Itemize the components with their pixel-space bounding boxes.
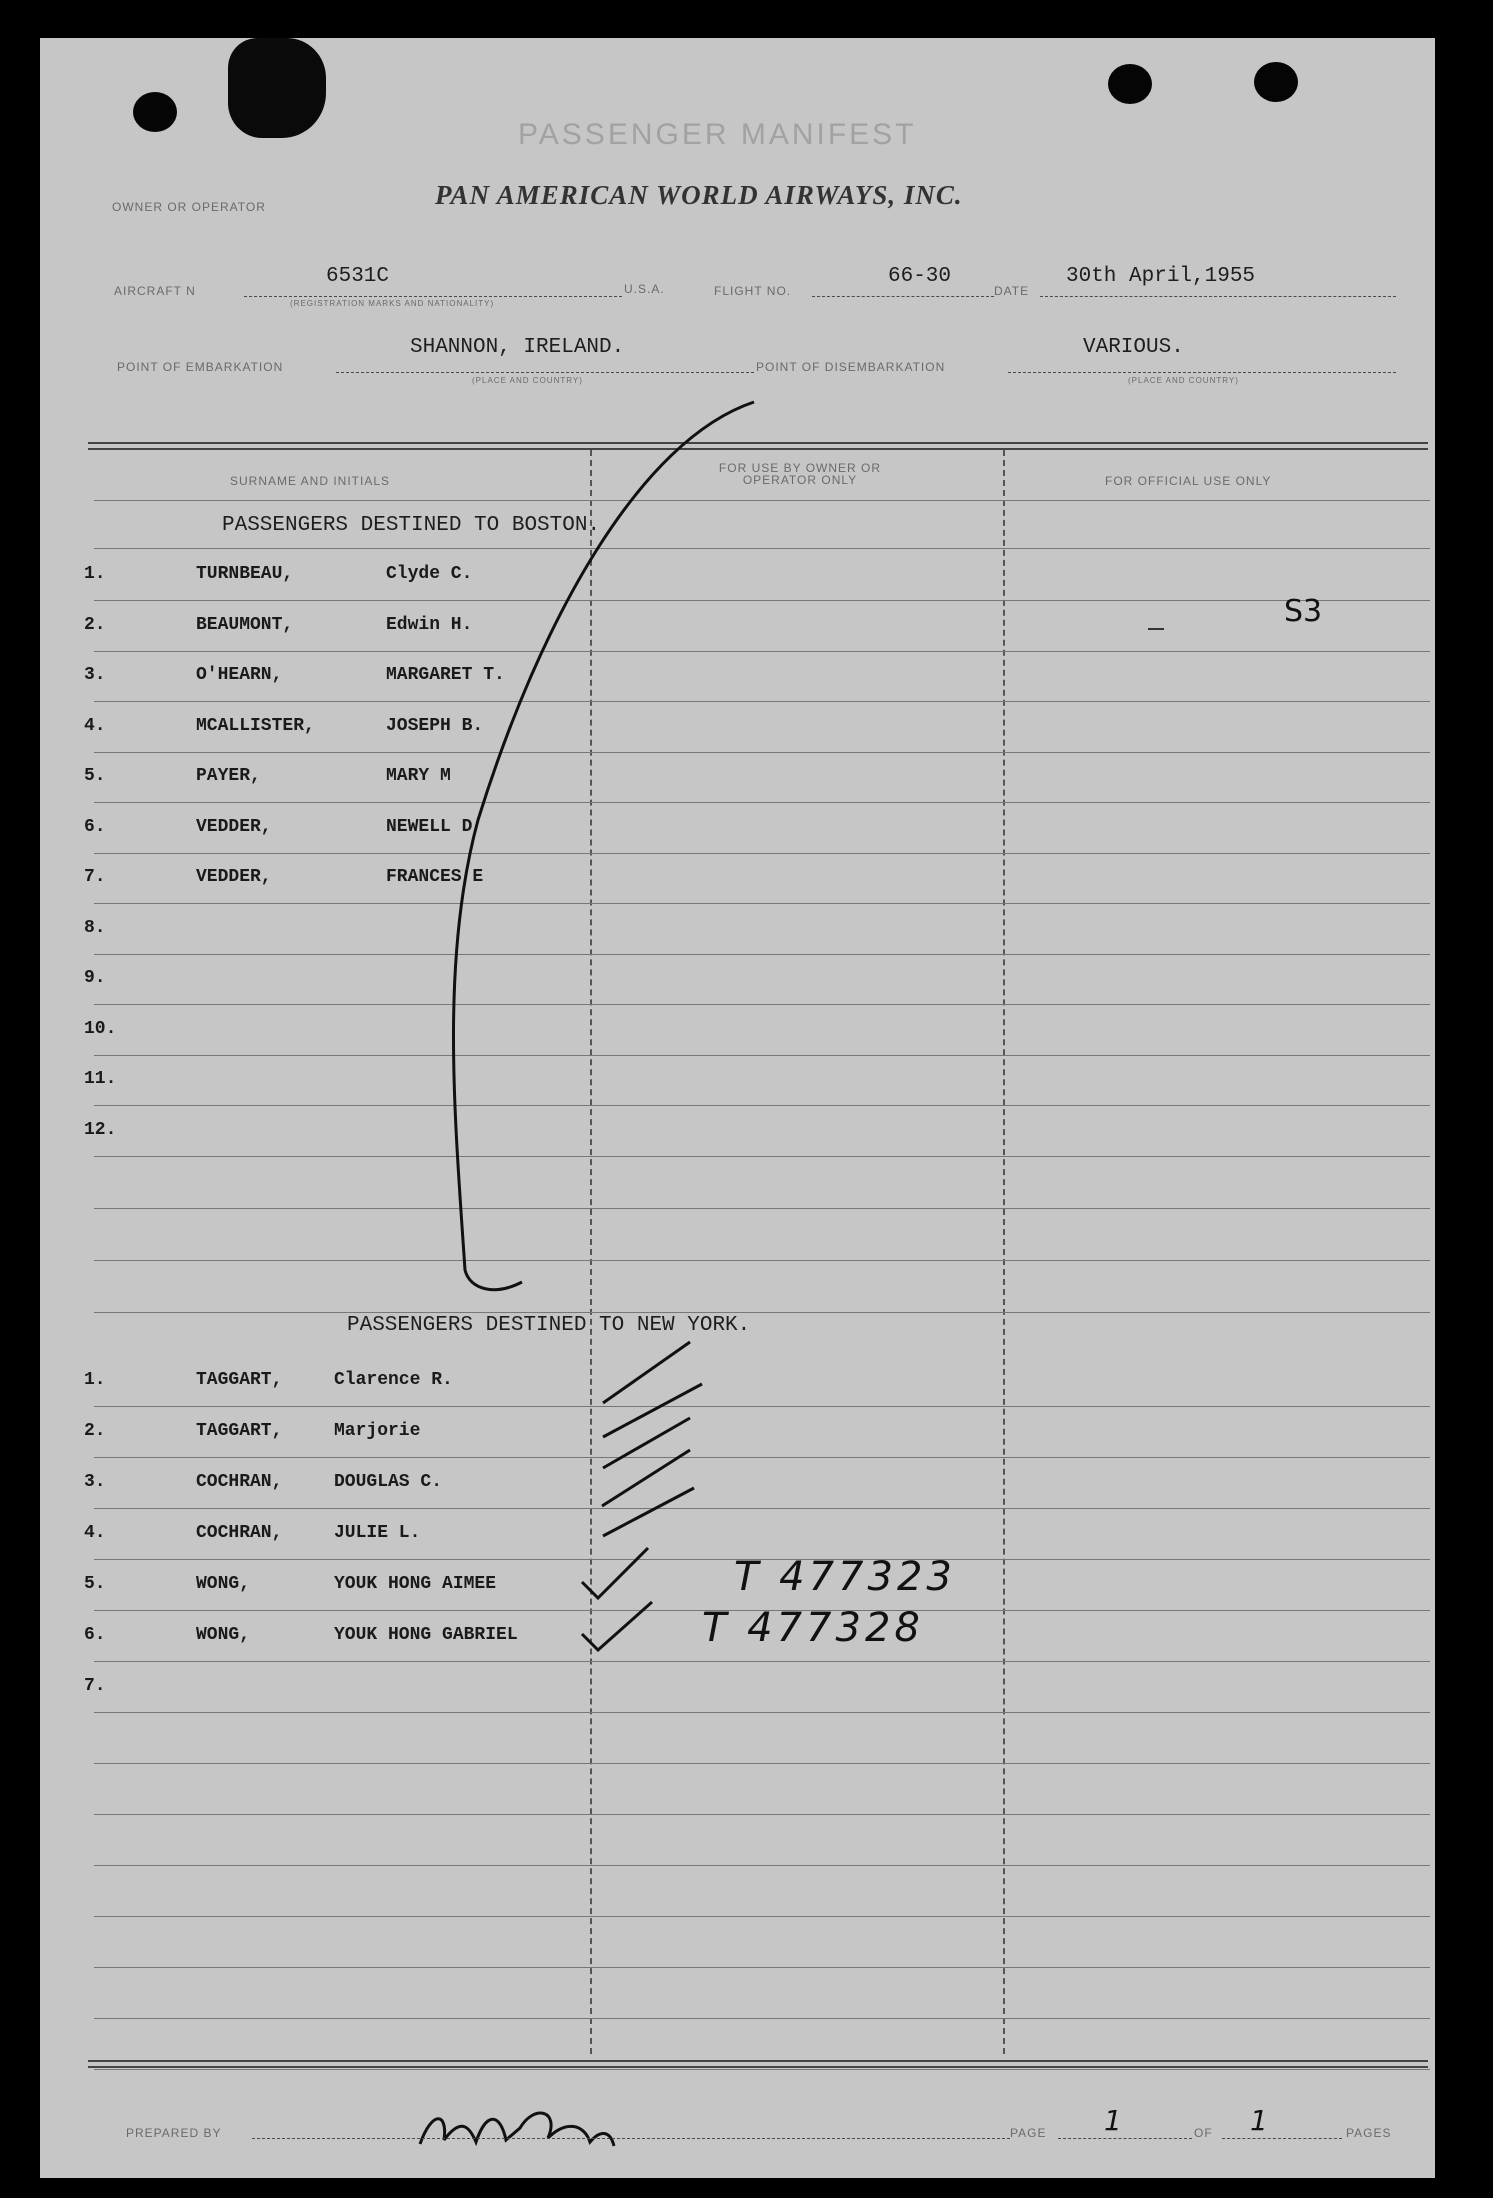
flight-number: 66-30 [888,265,952,288]
row-number: 11. [84,1069,117,1089]
embarkation-label: POINT OF EMBARKATION [117,360,284,374]
disembarkation-label: POINT OF DISEMBARKATION [756,360,946,374]
passenger-surname: BEAUMONT, [196,614,294,635]
passenger-surname: TAGGART, [196,1421,283,1441]
row-number: 5. [84,766,106,786]
row-number: 3. [84,1472,106,1492]
airline-name: PAN AMERICAN WORLD AIRWAYS, INC. [435,180,963,210]
passenger-surname: COCHRAN, [196,1523,283,1543]
row-number: 3. [84,665,106,685]
passenger-surname: TAGGART, [196,1370,283,1390]
newyork-heading: PASSENGERS DESTINED TO NEW YORK. [347,1314,751,1337]
row-number: 10. [84,1018,117,1039]
column-header-name: SURNAME AND INITIALS [230,474,391,488]
passenger-surname: WONG, [196,1625,251,1645]
column-header-official: FOR OFFICIAL USE ONLY [1105,474,1272,488]
passenger-given-name: Edwin H. [386,614,473,635]
prepared-by-label: PREPARED BY [126,2126,222,2140]
tick-marks [582,1342,702,1650]
usa-label: U.S.A. [624,282,665,296]
passenger-given-name: YOUK HONG AIMEE [334,1574,497,1594]
passenger-given-name: NEWELL D [386,816,473,837]
registration-caption: (REGISTRATION MARKS AND NATIONALITY) [290,299,495,308]
passenger-surname: TURNBEAU, [196,564,294,584]
disembark-place-caption: (PLACE AND COUNTRY) [1128,376,1239,385]
prepared-by-signature [420,2113,614,2146]
aircraft-value: 6531C [326,265,390,288]
official-mark-s3: S3 [1284,594,1323,629]
row-number: 7. [84,1676,106,1696]
passenger-given-name: FRANCES E [386,867,484,887]
passenger-given-name: MARY M [386,766,451,786]
row-number: 2. [84,1421,106,1441]
embark-place-caption: (PLACE AND COUNTRY) [472,376,583,385]
column-header-owner: FOR USE BY OWNER OR OPERATOR ONLY [718,461,882,487]
pages-label: PAGES [1346,2126,1392,2140]
bracket-stroke [453,402,754,1290]
ticket-number: T 477323 [734,1554,956,1600]
row-number: 12. [84,1119,117,1140]
passenger-surname: WONG, [196,1574,251,1594]
row-number: 6. [84,816,106,837]
row-number: 6. [84,1625,106,1645]
form-title: PASSENGER MANIFEST [518,118,917,151]
row-number: 1. [84,564,106,584]
date-value: 30th April,1955 [1066,265,1256,288]
passenger-given-name: Marjorie [334,1421,421,1441]
row-number: 5. [84,1574,106,1594]
row-number: 1. [84,1370,106,1390]
passenger-surname: MCALLISTER, [196,715,315,736]
page-label: PAGE [1010,2126,1047,2140]
of-label: OF [1194,2126,1213,2140]
aircraft-label: AIRCRAFT N [114,284,196,298]
passenger-given-name: Clyde C. [386,564,473,584]
passenger-given-name: JULIE L. [334,1523,421,1543]
owner-label: OWNER OR OPERATOR [112,200,266,214]
row-number: 8. [84,917,106,938]
passenger-surname: VEDDER, [196,816,272,837]
passenger-surname: O'HEARN, [196,665,283,685]
passenger-given-name: Clarence R. [334,1370,453,1390]
passenger-surname: COCHRAN, [196,1472,283,1492]
disembarkation-value: VARIOUS. [1083,336,1184,359]
passenger-given-name: YOUK HONG GABRIEL [334,1625,518,1645]
passenger-given-name: DOUGLAS C. [334,1472,443,1492]
row-number: 9. [84,968,106,988]
embarkation-value: SHANNON, IRELAND. [410,336,625,359]
row-number: 4. [84,715,106,736]
total-pages: 1 [1250,2104,1272,2137]
passenger-given-name: MARGARET T. [386,665,505,685]
flight-label: FLIGHT NO. [714,284,792,298]
row-number: 4. [84,1523,106,1543]
row-number: 2. [84,614,106,635]
passenger-surname: PAYER, [196,766,261,786]
ticket-number: T 477328 [702,1605,924,1651]
boston-heading: PASSENGERS DESTINED TO BOSTON. [222,514,601,537]
date-label: DATE [994,284,1030,298]
page-number: 1 [1104,2104,1126,2137]
row-number: 7. [84,867,106,887]
passenger-given-name: JOSEPH B. [386,715,484,736]
passenger-surname: VEDDER, [196,867,272,887]
